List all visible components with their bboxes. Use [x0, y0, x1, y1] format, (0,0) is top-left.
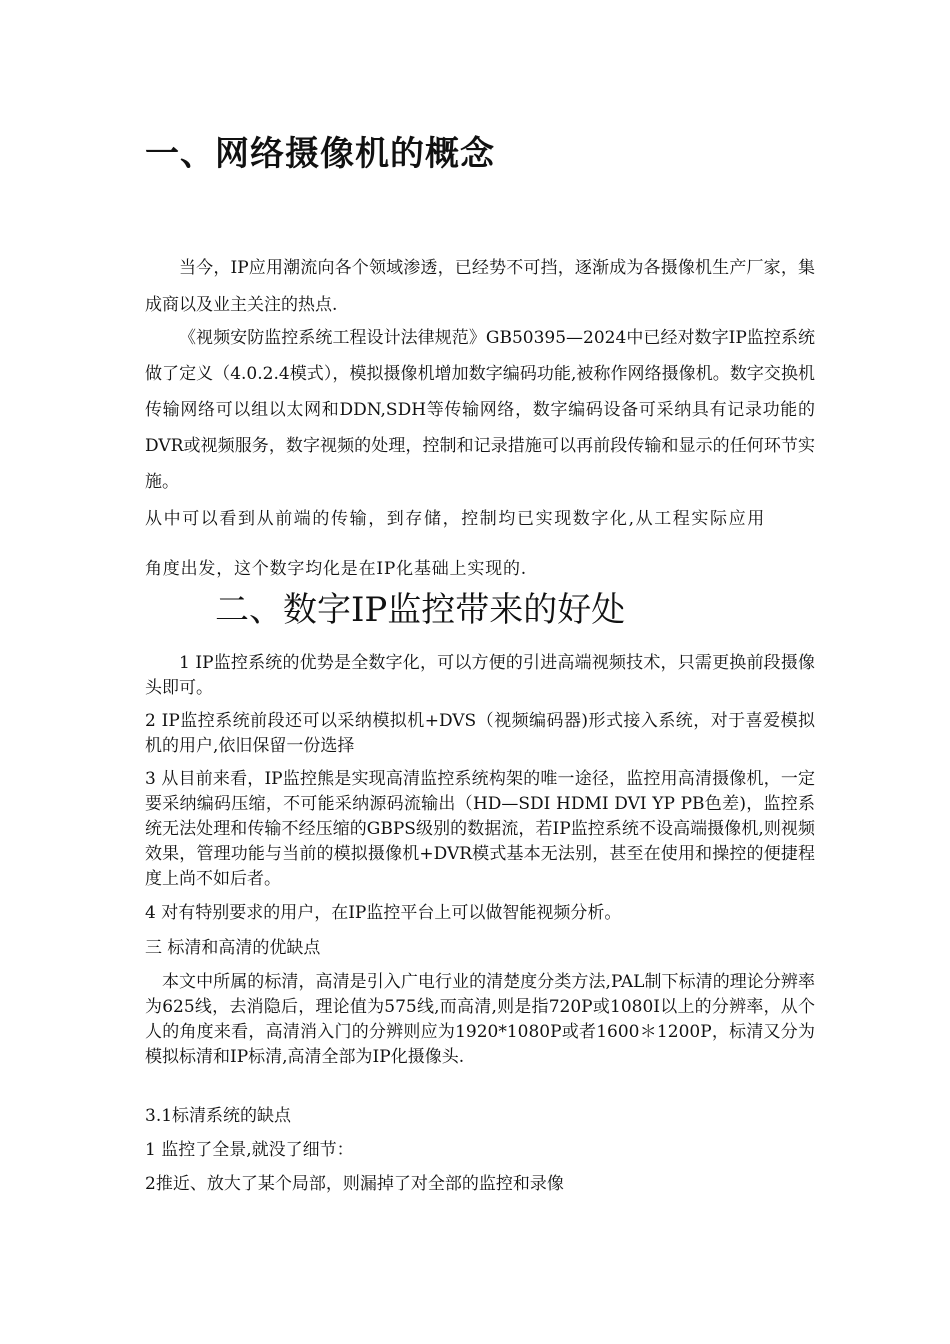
paragraph-conclusion-line1: 从中可以看到从前端的传输，到存储，控制均已实现数字化,从工程实际应用 — [145, 509, 766, 529]
paragraph-conclusion-line2: 角度出发，这个数字均化是在IP化基础上实现的. — [145, 559, 527, 579]
list-item: 2推近、放大了某个局部，则漏掉了对全部的监控和录像 — [145, 1174, 564, 1194]
paragraph-intro: 当今，IP应用潮流向各个领域渗透，已经势不可挡，逐渐成为各摄像机生产厂家，集成商以及业主关注的热点. — [145, 258, 815, 315]
list-item: 4 对有特别要求的用户，在IP监控平台上可以做智能视频分析。 — [145, 903, 622, 923]
list-item: 3 从目前来看，IP监控熊是实现高清监控系统构架的唯一途径，监控用高清摄像机，一定要采纳编码压缩，不可能采纳源码流输出（HD—SDI HDMI DVI YP PB色差)，监控系统无法处理和传输不经压缩的GBPS级别的数据流，若IP监控系统不设高端摄像机,则视频效果，管理功能与当前的模拟摄像机+DVR模式基本无法别，甚至在使用和操控的便捷程度上尚不如后者。 — [145, 769, 815, 889]
list-item: 1 IP监控系统的优势是全数字化，可以方便的引进高端视频技术，只需更换前段摄像头即可。 — [145, 653, 815, 698]
list-item: 2 IP监控系统前段还可以采纳模拟机+DVS（视频编码器)形式接入系统，对于喜爱模拟机的用户,依旧保留一份选择 — [145, 711, 815, 756]
subsection-title: 3.1标清系统的缺点 — [145, 1106, 292, 1126]
section-heading-2: 二、数字IP监控带来的好处 — [215, 590, 626, 630]
list-item: 1 监控了全景,就没了细节： — [145, 1140, 354, 1160]
section-heading-1: 一、网络摄像机的概念 — [145, 134, 495, 174]
section-heading-3: 三 标清和高清的优缺点 — [145, 938, 321, 958]
paragraph-definition: 《视频安防监控系统工程设计法律规范》GB50395—2024中已经对数字IP监控系统做了定义（4.0.2.4模式），模拟摄像机增加数字编码功能,被称作网络摄像机。数字交换机传输网络可以组以太网和DDN,SDH等传输网络，数字编码设备可采纳具有记录功能的DVR或视频服务，数字视频的处理，控制和记录措施可以再前段传输和显示的任何环节实施。 — [145, 328, 815, 492]
paragraph-section3: 本文中所属的标清，高清是引入广电行业的清楚度分类方法,PAL制下标清的理论分辨率为625线，去消隐后，理论值为575线,而高清,则是指720P或1080I以上的分辨率，从个人的角度来看，高清消入门的分辨则应为1920*1080P或者1600＊1200P，标清又分为模拟标清和IP标清,高清全部为IP化摄像头. — [145, 972, 815, 1067]
